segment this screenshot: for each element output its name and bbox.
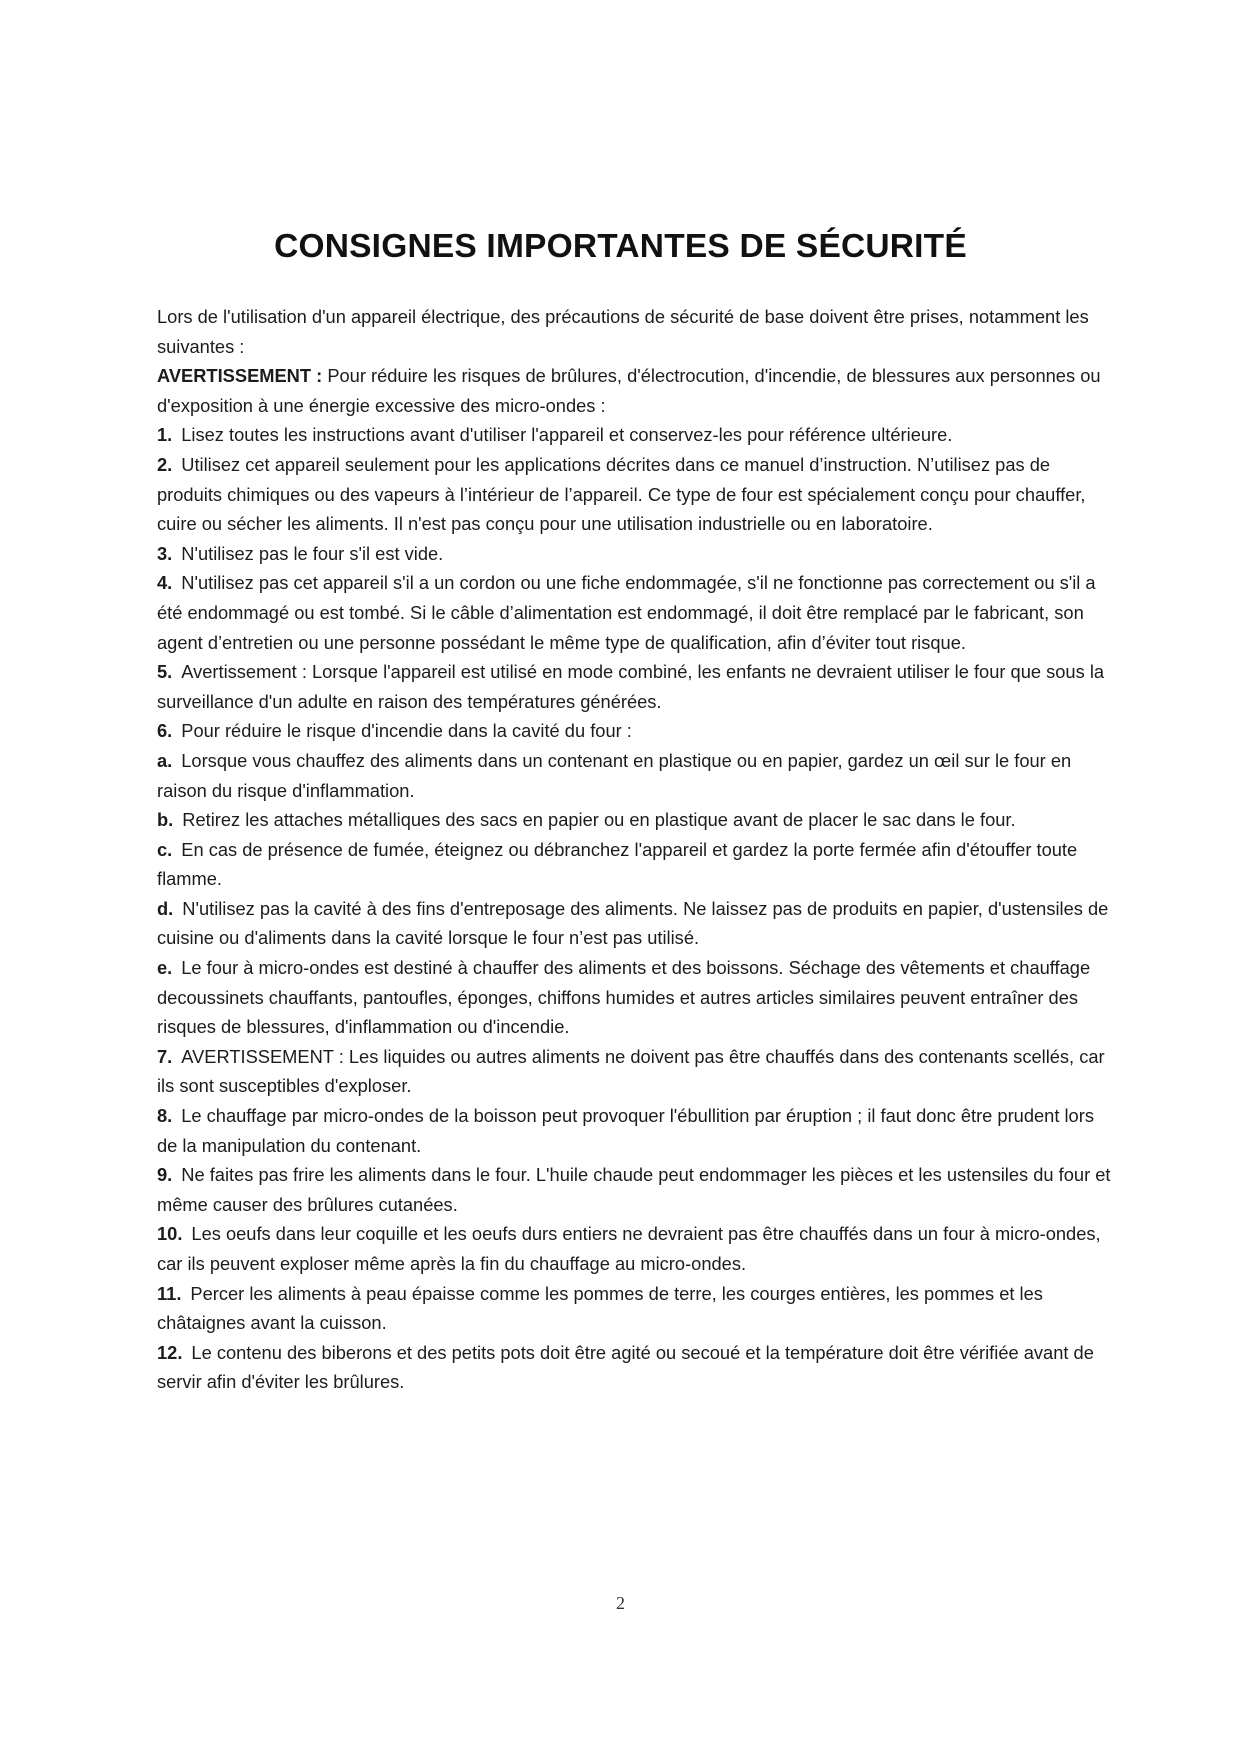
warning-paragraph (157, 361, 1117, 420)
item-number: e. (157, 957, 173, 979)
item-text: Lorsque vous chauffez des aliments dans un contenant en plastique ou en papier, gardez un œil sur le four en raison du risque d'inflammation. (157, 749, 1072, 801)
item-number: 6. (157, 720, 173, 742)
item-number: c. (157, 838, 173, 860)
item-number: a. (157, 749, 173, 771)
list-item (157, 568, 1117, 657)
item-text: Le chauffage par micro-ondes de la boisson peut provoquer l'ébullition par éruption ; il faut donc être prudent lors de la manipulation du contenant. (157, 1105, 1094, 1156)
item-number: 9. (157, 1164, 173, 1186)
item-text: Le four à micro-ondes est destiné à chauffer des aliments et des boissons. Séchage des vêtements et chauffage decoussinets chauffants, pantoufles, éponges, chiffons humides et autres articles similaires peuvent entraîner des risques de blessures, d'inflammation ou d'incendie. (157, 957, 1091, 1038)
list-item (157, 1101, 1117, 1160)
list-item (157, 539, 1117, 569)
item-text: Avertissement : Lorsque l'appareil est utilisé en mode combiné, les enfants ne devraient utiliser le four que sous la surveillance d'un adulte en raison des températures générées. (157, 661, 1105, 712)
list-item (157, 657, 1117, 716)
item-text: Pour réduire le risque d'incendie dans la cavité du four : (181, 720, 632, 742)
page-number: 2 (616, 1593, 625, 1613)
list-item (157, 746, 1117, 805)
item-number: 2. (157, 453, 173, 475)
item-number: 8. (157, 1105, 173, 1127)
item-number: 3. (157, 542, 173, 564)
list-item (157, 1042, 1117, 1101)
intro-paragraph: Lors de l'utilisation d'un appareil électrique, des précautions de sécurité de base doivent être prises, notamment les suivantes : (157, 306, 1089, 357)
item-text: Lisez toutes les instructions avant d'utiliser l'appareil et conservez-les pour référence ultérieure. (181, 424, 953, 446)
safety-instructions (157, 302, 1117, 1397)
item-text: AVERTISSEMENT : Les liquides ou autres aliments ne doivent pas être chauffés dans des contenants scellés, car ils sont susceptibles d'exploser. (157, 1045, 1105, 1097)
list-item (157, 1338, 1117, 1397)
item-text: N'utilisez pas cet appareil s'il a un cordon ou une fiche endommagée, s'il ne fonctionne pas correctement ou s'il a été endommagé ou est tombé. Si le câble d’alimentation est endommagé, il doit être remplacé par le fabricant, son agent d’entretien ou une personne possédant le même type de qualification, afin d’éviter tout risque. (157, 572, 1096, 653)
item-number: 7. (157, 1045, 173, 1067)
item-text: Retirez les attaches métalliques des sacs en papier ou en plastique avant de placer le sac dans le four. (182, 809, 1016, 831)
item-number: b. (157, 809, 174, 831)
item-number: 4. (157, 572, 173, 594)
item-number: 12. (157, 1341, 183, 1363)
item-text: Ne faites pas frire les aliments dans le four. L'huile chaude peut endommager les pièces et les ustensiles du four et même causer des brûlures cutanées. (157, 1164, 1111, 1215)
item-text: Utilisez cet appareil seulement pour les applications décrites dans ce manuel d’instruction. N’utilisez pas de produits chimiques ou des vapeurs à l’intérieur de l’appareil. Ce type de four est spécialement conçu pour chauffer, cuire ou sécher les aliments. Il n'est pas conçu pour une utilisation industrielle ou en laboratoire. (157, 453, 1086, 535)
item-text: Les oeufs dans leur coquille et les oeufs durs entiers ne devraient pas être chauffés dans un four à micro-ondes, car ils peuvent exploser même après la fin du chauffage au micro-ondes. (157, 1223, 1101, 1274)
list-item (157, 953, 1117, 1042)
item-text: N'utilisez pas la cavité à des fins d'entreposage des aliments. Ne laissez pas de produits en papier, d'ustensiles de cuisine ou d'aliments dans la cavité lorsque le four n’est pas utilisé. (157, 897, 1109, 949)
item-number: 10. (157, 1223, 183, 1245)
page-title: CONSIGNES IMPORTANTES DE SÉCURITÉ (274, 228, 967, 265)
item-number: 11. (157, 1282, 182, 1304)
item-text: N'utilisez pas le four s'il est vide. (181, 542, 444, 564)
list-item (157, 835, 1117, 894)
list-item (157, 450, 1117, 539)
item-number: d. (157, 897, 174, 919)
list-item (157, 1219, 1117, 1278)
item-number: 5. (157, 661, 173, 683)
list-item (157, 1279, 1117, 1338)
list-item (157, 716, 1117, 746)
warning-text: Pour réduire les risques de brûlures, d'électrocution, d'incendie, de blessures aux personnes ou d'exposition à une énergie excessive des micro-ondes : (157, 365, 1101, 416)
item-number: 1. (157, 424, 173, 446)
item-text: En cas de présence de fumée, éteignez ou débranchez l'appareil et gardez la porte fermée afin d'étouffer toute flamme. (157, 838, 1078, 890)
list-item (157, 894, 1117, 953)
warning-label: AVERTISSEMENT : (157, 365, 323, 387)
item-text: Le contenu des biberons et des petits pots doit être agité ou secoué et la température doit être vérifiée avant de servir afin d'éviter les brûlures. (157, 1341, 1094, 1393)
list-item (157, 1160, 1117, 1219)
list-item (157, 805, 1117, 835)
list-item (157, 420, 1117, 450)
item-text: Percer les aliments à peau épaisse comme les pommes de terre, les courges entières, les pommes et les châtaignes avant la cuisson. (157, 1282, 1043, 1334)
